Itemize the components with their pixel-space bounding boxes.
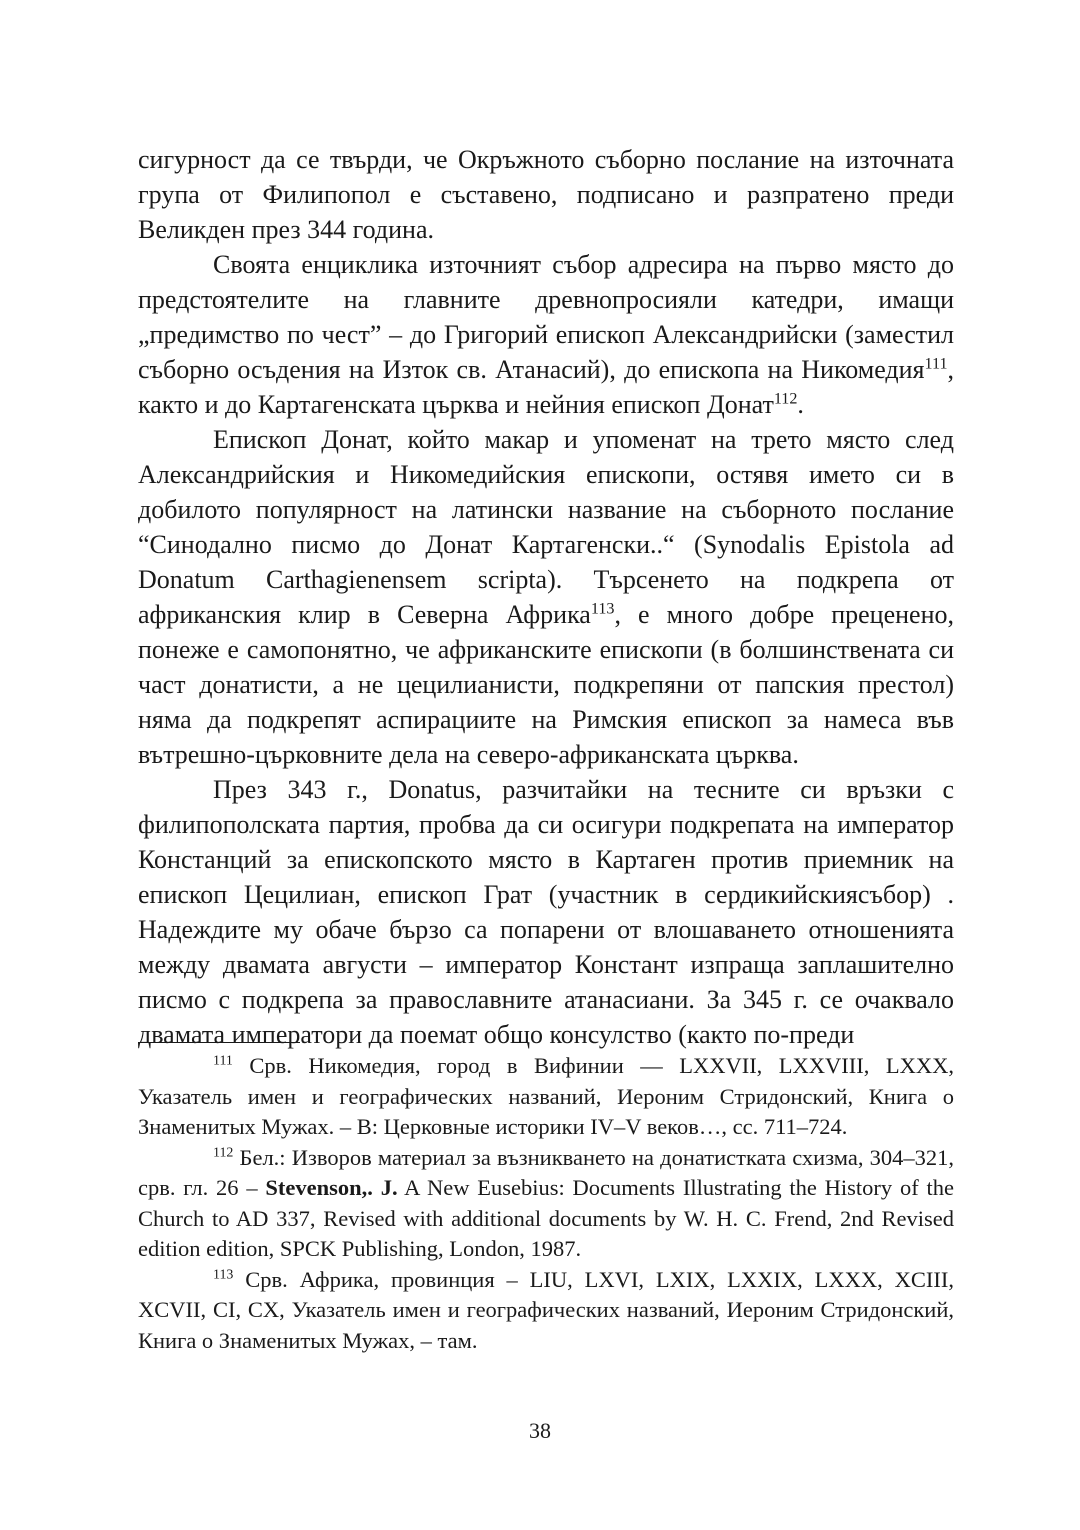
footnote-author-bold: Stevenson,. J. xyxy=(265,1175,398,1200)
footnote-number: 112 xyxy=(213,1145,234,1160)
footnotes xyxy=(138,1051,954,1356)
footnote-ref-113[interactable]: 113 xyxy=(590,600,615,618)
footnote-113 xyxy=(138,1265,954,1357)
footnote-text-a: Бел.: Изворов материал за възникването на донатистката схизма, 304–321, срв. гл. 26 – xyxy=(138,1144,954,1200)
paragraph-3 xyxy=(138,422,954,772)
page-content xyxy=(138,142,954,1356)
footnote-111 xyxy=(138,1051,954,1143)
paragraph-2-text-c: . xyxy=(797,390,804,419)
footnote-text: Срв. Африка, провинция – LIU, LXVI, LXIX, LXXIX, LXXX, XCIII, XCVII, CI, CX, Указатель имен и географических названий, Иероним Стридонский, Книга о Знаменитых Мужах, – там. xyxy=(138,1266,954,1353)
page-number: 38 xyxy=(529,1418,551,1443)
footnote-text-b: A New Eusebius: Documents Illustrating the History of the Church to AD 337, Revised with additional documents by W. H. C. Frend, 2nd Revised edition edition, SPCK Publishing, London, 1987. xyxy=(138,1175,954,1261)
paragraph-2-text-a: Своята енциклика източният събор адресира на първо място до предстоятелите на главните древнопросияли катедри, имащи „предимство по чест” – до Григорий епископ Александрийски (заместил съборно осъдения на Изток св. Атанасий), до епископа на Никомедия xyxy=(138,250,954,384)
footnote-ref-111[interactable]: 111 xyxy=(924,355,948,373)
main-text xyxy=(138,142,955,1049)
paragraph-1-text: сигурност да се твърди, че Окръжното съборно послание на източната група от Филипопол е съставено, подписано и разпратено преди Великден през 344 година. xyxy=(138,145,954,244)
footnote-number: 113 xyxy=(213,1267,234,1282)
paragraph-1 xyxy=(138,142,954,247)
paragraph-4 xyxy=(138,772,954,1052)
paragraph-3-text-a: Епископ Донат, който макар и упоменат на трето място след Александрийския и Никомедийския епископи, остявя името си в добилото популярност на латински название на съборното послание “Синодално писмо до Донат Картагенски..“ (Synodalis Epistola ad Donatum Carthagienensem scripta). Търсенето на подкрепа от африканския клир в Северна Африка xyxy=(138,425,954,629)
footnote-number: 111 xyxy=(213,1053,233,1069)
footnote-text: Срв. Никомедия, город в Вифинии — LXXVII, LXXVIII, LXXX, Указатель имен и географических названий, Иероним Стридонский, Книга о Знаменитых Мужах. – В: Церковные историки IV–V веков…, сс. 711–724. xyxy=(138,1053,954,1139)
footnote-112 xyxy=(138,1143,954,1265)
footnote-ref-112[interactable]: 112 xyxy=(773,390,798,408)
paragraph-2-text-b: , както и до Картагенската църква и нейния епископ Донат xyxy=(138,355,954,419)
paragraph-3-text-b: , е много добре преценено, понеже е самопонятно, че африканските епископи (в болшинствената си част донатисти, а не цецилианисти, подкрепяни от папския престол) няма да подкрепят аспирациите на Римския епископ за намеса във вътрешно-църковните дела на северо-африканската църква. xyxy=(138,600,955,769)
paragraph-4-text: През 343 г., Donatus, разчитайки на тесните си връзки с филипополската партия, пробва да си осигури подкрепата на император Констанций за епископското място в Картаген против приемник на епископ Цецилиан, епископ Грат (участник в сердикийскиясъбор) . Надеждите му обаче бързо са попарени от влошаването отношенията между двамата августи – император Констант изпраща заплашително писмо с подкрепа за православните атанасиани. За 345 г. се очаквало двамата императори да поемат общо консулство (както по-преди xyxy=(138,775,954,1049)
paragraph-2 xyxy=(138,247,954,422)
